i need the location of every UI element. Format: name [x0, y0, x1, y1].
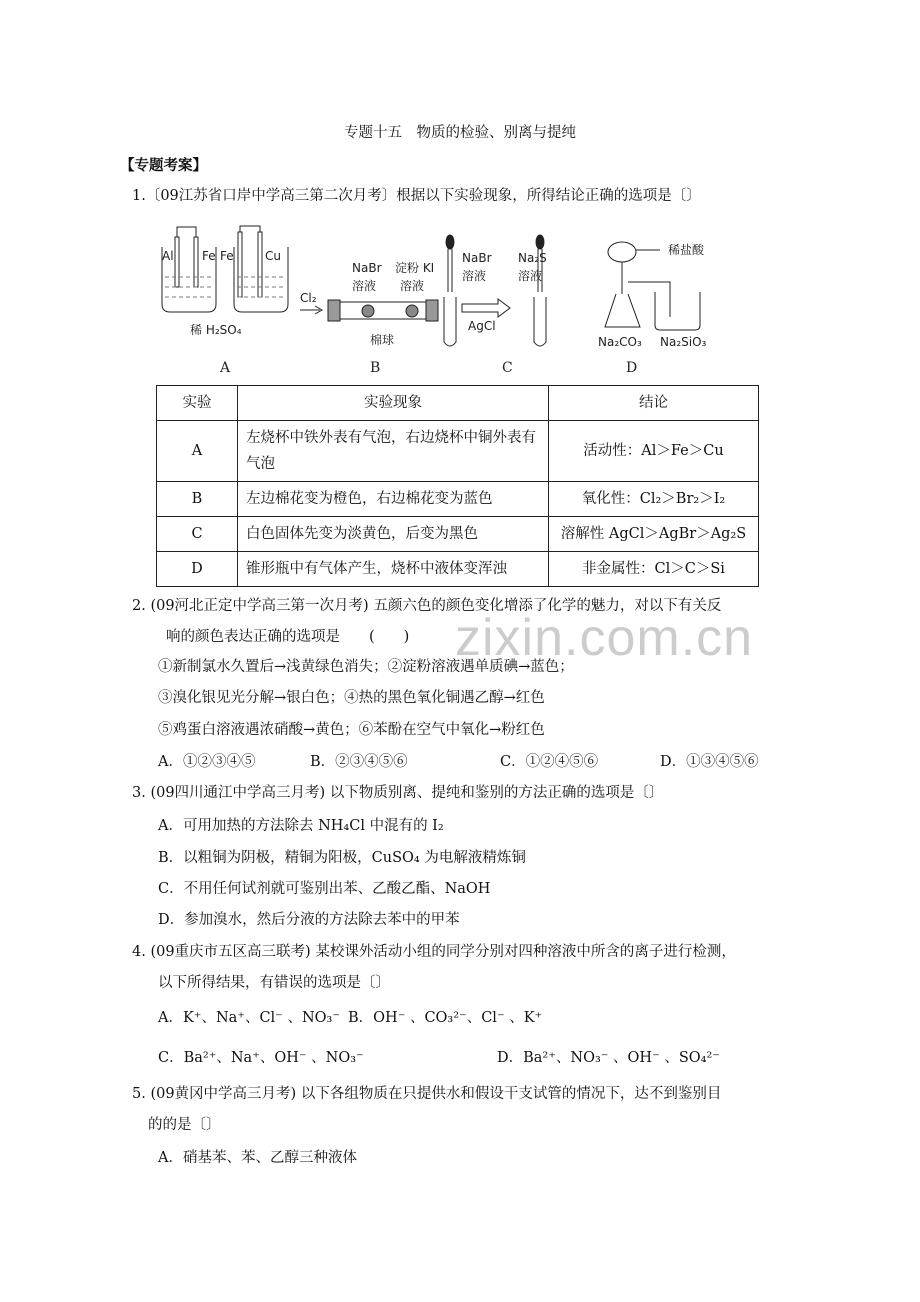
q2-option-b: B．②③④⑤⑥	[310, 754, 408, 770]
q2-stem-cont: 响的颜色表达正确的选项是 ( )	[166, 629, 410, 645]
svg-text:稀盐酸: 稀盐酸	[668, 243, 705, 257]
cell: A	[157, 421, 238, 482]
q3-option-d: D．参加溴水，然后分液的方法除去苯中的甲苯	[158, 912, 460, 928]
svg-text:Al: Al	[162, 249, 174, 263]
q2-item: ③溴化银见光分解→银白色；④热的黑色氧化铜遇乙醇→红色	[158, 690, 545, 706]
q2-option-c: C．①②④⑤⑥	[500, 754, 599, 770]
svg-text:Na₂S: Na₂S	[518, 251, 547, 265]
svg-text:Cu: Cu	[265, 249, 281, 263]
watermark: zixin.com.cn	[455, 609, 754, 667]
cell: 锥形瓶中有气体产生，烧杯中液体变浑浊	[238, 552, 549, 587]
svg-text:溶液: 溶液	[518, 269, 543, 283]
svg-text:棉球: 棉球	[370, 333, 395, 347]
page-title: 专题十五 物质的检验、别离与提纯	[344, 125, 576, 141]
caption-c: C	[502, 360, 513, 376]
q4-option-c: C．Ba²⁺、Na⁺、OH⁻ 、NO₃⁻	[158, 1050, 364, 1066]
cell: 左边棉花变为橙色，右边棉花变为蓝色	[238, 482, 549, 517]
q5-option-a: A．硝基苯、苯、乙醇三种液体	[158, 1150, 357, 1166]
svg-text:NaBr: NaBr	[352, 261, 382, 275]
caption-d: D	[626, 360, 638, 376]
header-conclusion: 结论	[549, 386, 759, 421]
svg-text:Fe: Fe	[220, 249, 234, 263]
svg-text:淀粉 KI: 淀粉 KI	[395, 261, 435, 275]
svg-text:Fe: Fe	[202, 249, 216, 263]
q1-table	[156, 385, 759, 587]
cell: 溶解性 AgCl＞AgBr＞Ag₂S	[549, 517, 759, 552]
q3-stem: 3. (09四川通江中学高三月考) 以下物质别离、提纯和鉴别的方法正确的选项是〔〕	[132, 785, 664, 801]
figure-a	[162, 226, 288, 312]
q5-stem: 5. (09黄冈中学高三月考) 以下各组物质在只提供水和假设干支试管的情况下，达不到鉴别目	[132, 1086, 722, 1102]
svg-text:Na₂CO₃: Na₂CO₃	[598, 335, 642, 349]
q2-option-d: D．①③④⑤⑥	[660, 754, 759, 770]
svg-text:Cl₂: Cl₂	[300, 291, 317, 305]
svg-text:溶液: 溶液	[400, 279, 425, 293]
q1-stem: 1.〔09江苏省口岸中学高三第二次月考〕根据以下实验现象，所得结论正确的选项是〔〕	[132, 188, 701, 204]
q2-item: ⑤鸡蛋白溶液遇浓硝酸→黄色；⑥苯酚在空气中氧化→粉红色	[158, 722, 545, 738]
caption-b: B	[370, 360, 381, 376]
q4-stem-cont: 以下所得结果，有错误的选项是〔〕	[158, 975, 390, 991]
figure-b	[300, 300, 438, 321]
q4-stem: 4. (09重庆市五区高三联考) 某校课外活动小组的同学分别对四种溶液中所含的离子进行检测，	[132, 944, 736, 960]
svg-text:溶液: 溶液	[462, 269, 487, 283]
q4-option-b: B．OH⁻ 、CO₃²⁻、Cl⁻ 、K⁺	[348, 1010, 543, 1026]
svg-text:Na₂SiO₃: Na₂SiO₃	[660, 335, 707, 349]
cell: 非金属性：Cl＞C＞Si	[549, 552, 759, 587]
table-row	[157, 421, 759, 482]
svg-text:溶液: 溶液	[352, 279, 377, 293]
header-phenomenon: 实验现象	[238, 386, 549, 421]
cell: 左烧杯中铁外表有气泡，右边烧杯中铜外表有气泡	[238, 421, 549, 482]
q4-option-a: A．K⁺、Na⁺、Cl⁻ 、NO₃⁻	[158, 1010, 340, 1026]
table-row	[157, 482, 759, 517]
header-experiment: 实验	[157, 386, 238, 421]
q5-stem-cont: 的的是〔〕	[148, 1117, 221, 1133]
q2-stem: 2. (09河北正定中学高三第一次月考) 五颜六色的颜色变化增添了化学的魅力，对以下有关反	[132, 598, 722, 614]
cell: 白色固体先变为淡黄色，后变为黑色	[238, 517, 549, 552]
q3-option-a: A．可用加热的方法除去 NH₄Cl 中混有的 I₂	[158, 818, 444, 834]
svg-text:NaBr: NaBr	[462, 251, 492, 265]
q4-option-d: D．Ba²⁺、NO₃⁻ 、OH⁻ 、SO₄²⁻	[497, 1050, 720, 1066]
cell: B	[157, 482, 238, 517]
cell: 活动性：Al＞Fe＞Cu	[549, 421, 759, 482]
table-row	[157, 517, 759, 552]
caption-a: A	[220, 360, 231, 376]
svg-text:AgCl: AgCl	[468, 319, 496, 333]
label-dilute-h2so4: 稀 H₂SO₄	[190, 323, 242, 337]
cell: D	[157, 552, 238, 587]
q2-item: ①新制氯水久置后→浅黄绿色消失；②淀粉溶液遇单质碘→蓝色；	[158, 659, 574, 675]
q2-option-a: A．①②③④⑤	[158, 754, 256, 770]
q3-option-c: C．不用任何试剂就可鉴别出苯、乙酸乙酯、NaOH	[158, 881, 491, 897]
section-heading: 【专题考案】	[120, 157, 207, 174]
cell: 氧化性：Cl₂＞Br₂＞I₂	[549, 482, 759, 517]
q3-option-b: B．以粗铜为阴极，精铜为阳极，CuSO₄ 为电解液精炼铜	[158, 850, 526, 866]
q1-apparatus-figure	[150, 222, 730, 382]
table-row	[157, 552, 759, 587]
cell: C	[157, 517, 238, 552]
